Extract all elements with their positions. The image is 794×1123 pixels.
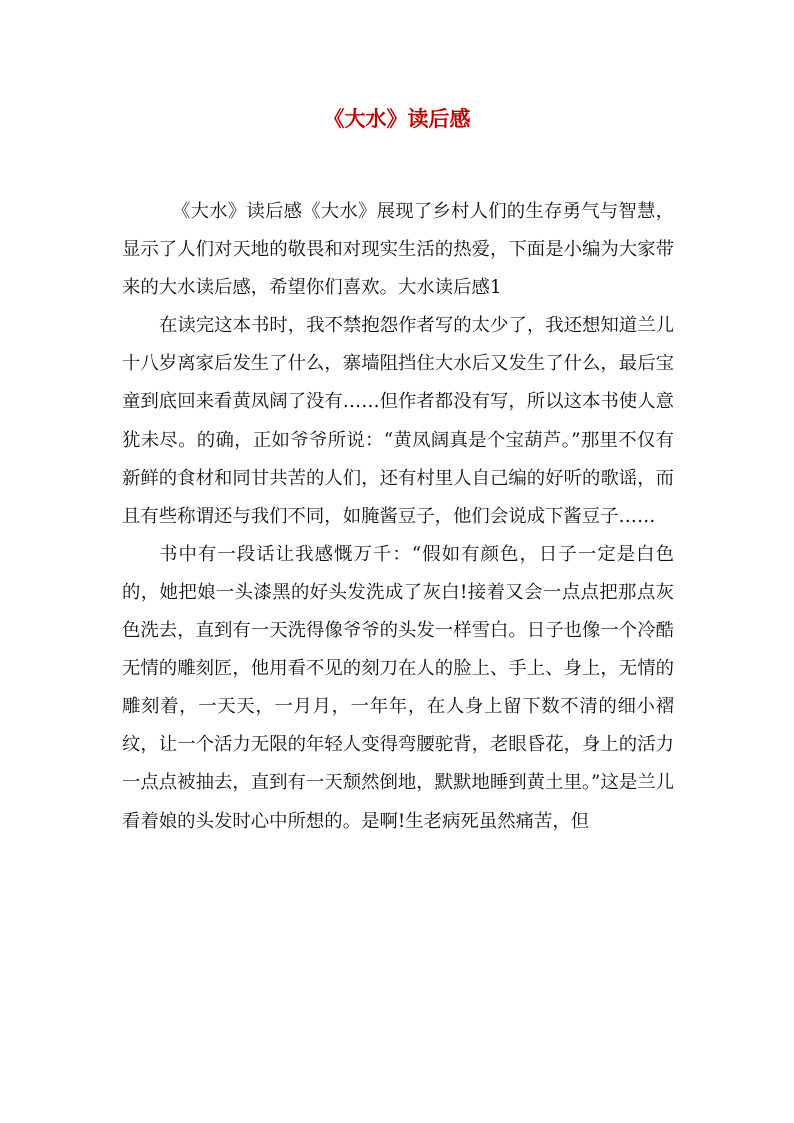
paragraph-quote-reflection: 书中有一段话让我感慨万千：“假如有颜色，日子一定是白色的，她把娘一头漆黑的好头发洗成了灰白!接着又会一点点把那点灰色洗去，直到有一天洗得像爷爷的头发一样雪白。日子也像一个冷酷无情的雕刻匠，他用看不见的刻刀在人的脸上、手上、身上，无情的雕刻着，一天天，一月月，一年年，在人身上留下数不清的细小褶纹，让一个活力无限的年轻人变得弯腰驼背，老眼昏花，身上的活力一点点被抽去，直到有一天颓然倒地，默默地睡到黄土里。”这是兰儿看着娘的头发时心中所想的。是啊!生老病死虽然痛苦，但 [122, 543, 674, 832]
document-title: 《大水》读后感 [323, 106, 471, 131]
paragraph-intro: 《大水》读后感《大水》展现了乡村人们的生存勇气与智慧，显示了人们对天地的敬畏和对现实生活的热爱，下面是小编为大家带来的大水读后感，希望你们喜欢。大水读后感1 [122, 201, 674, 299]
paragraph-reading-complaint: 在读完这本书时，我不禁抱怨作者写的太少了，我还想知道兰儿十八岁离家后发生了什么，寨墙阻挡住大水后又发生了什么，最后宝童到底回来看黄凤阔了没有……但作者都没有写，所以这本书使人意犹未尽。的确，正如爷爷所说：“黄凤阔真是个宝葫芦。”那里不仅有新鲜的食材和同甘共苦的人们，还有村里人自己编的好听的歌谣，而且有些称谓还与我们不同，如腌酱豆子，他们会说成下酱豆子…… [122, 315, 674, 527]
document-body [122, 193, 674, 841]
